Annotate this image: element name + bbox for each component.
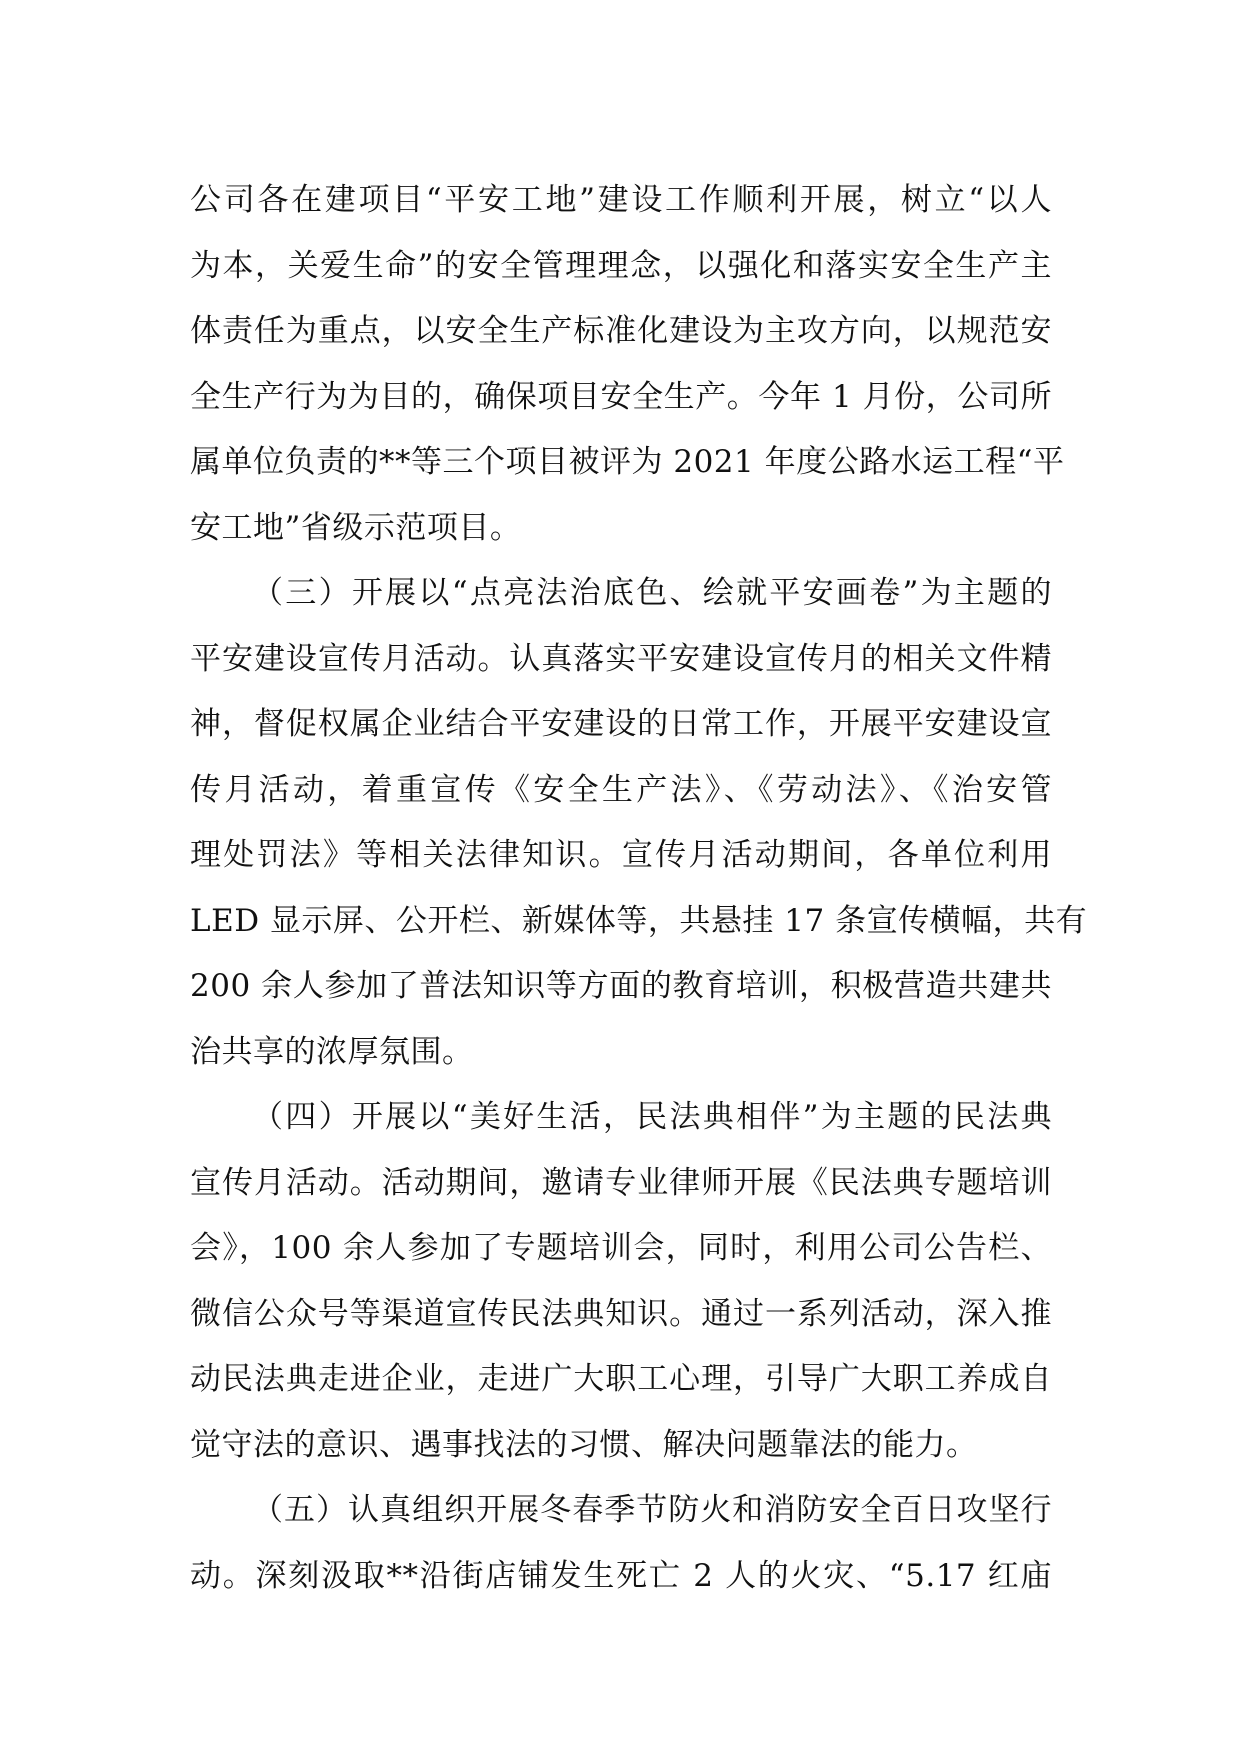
section-heading-line: （五）认真组织开展冬春季节防火和消防安全百日攻坚行 [252, 1492, 1052, 1528]
text-line: 动民法典走进企业，走进广大职工心理，引导广大职工养成自 [190, 1361, 1052, 1397]
text-line: 神，督促权属企业结合平安建设的日常工作，开展平安建设宣 [190, 706, 1052, 742]
section-heading-line: （三）开展以“点亮法治底色、绘就平安画卷”为主题的 [252, 575, 1052, 611]
text-line: 宣传月活动。活动期间，邀请专业律师开展《民法典专题培训 [190, 1164, 1052, 1201]
text-line: 动。深刻汲取**沿街店铺发生死亡 2 人的火灾、“5.17 红庙 [190, 1557, 1052, 1594]
text-line: 平安建设宣传月活动。认真落实平安建设宣传月的相关文件精 [190, 640, 1052, 677]
text-line: LED 显示屏、公开栏、新媒体等，共悬挂 17 条宣传横幅，共有 [190, 902, 1088, 939]
text-line: 全生产行为为目的，确保项目安全生产。今年 1 月份，公司所 [190, 378, 1052, 415]
text-line: 公司各在建项目“平安工地”建设工作顺利开展，树立“以人 [190, 182, 1052, 218]
text-line: 微信公众号等渠道宣传民法典知识。通过一系列活动，深入推 [190, 1295, 1052, 1332]
text-line: 治共享的浓厚氛围。 [190, 1033, 474, 1070]
text-line: 200 余人参加了普法知识等方面的教育培训，积极营造共建共 [190, 968, 1052, 1004]
section-heading-line: （四）开展以“美好生活，民法典相伴”为主题的民法典 [252, 1099, 1052, 1135]
document-body [190, 168, 1088, 1609]
text-line: 觉守法的意识、遇事找法的习惯、解决问题靠法的能力。 [190, 1426, 978, 1463]
text-line: 安工地”省级示范项目。 [190, 509, 522, 546]
text-line: 为本，关爱生命”的安全管理理念，以强化和落实安全生产主 [190, 247, 1052, 284]
text-line: 传月活动，着重宣传《安全生产法》、《劳动法》、《治安管 [190, 771, 1052, 808]
text-line: 体责任为重点，以安全生产标准化建设为主攻方向，以规范安 [190, 313, 1052, 349]
text-line: 属单位负责的**等三个项目被评为 2021 年度公路水运工程“平 [190, 444, 1065, 480]
text-line: 理处罚法》等相关法律知识。宣传月活动期间，各单位利用 [190, 837, 1052, 873]
text-line: 会》，100 余人参加了专题培训会，同时，利用公司公告栏、 [190, 1230, 1052, 1266]
